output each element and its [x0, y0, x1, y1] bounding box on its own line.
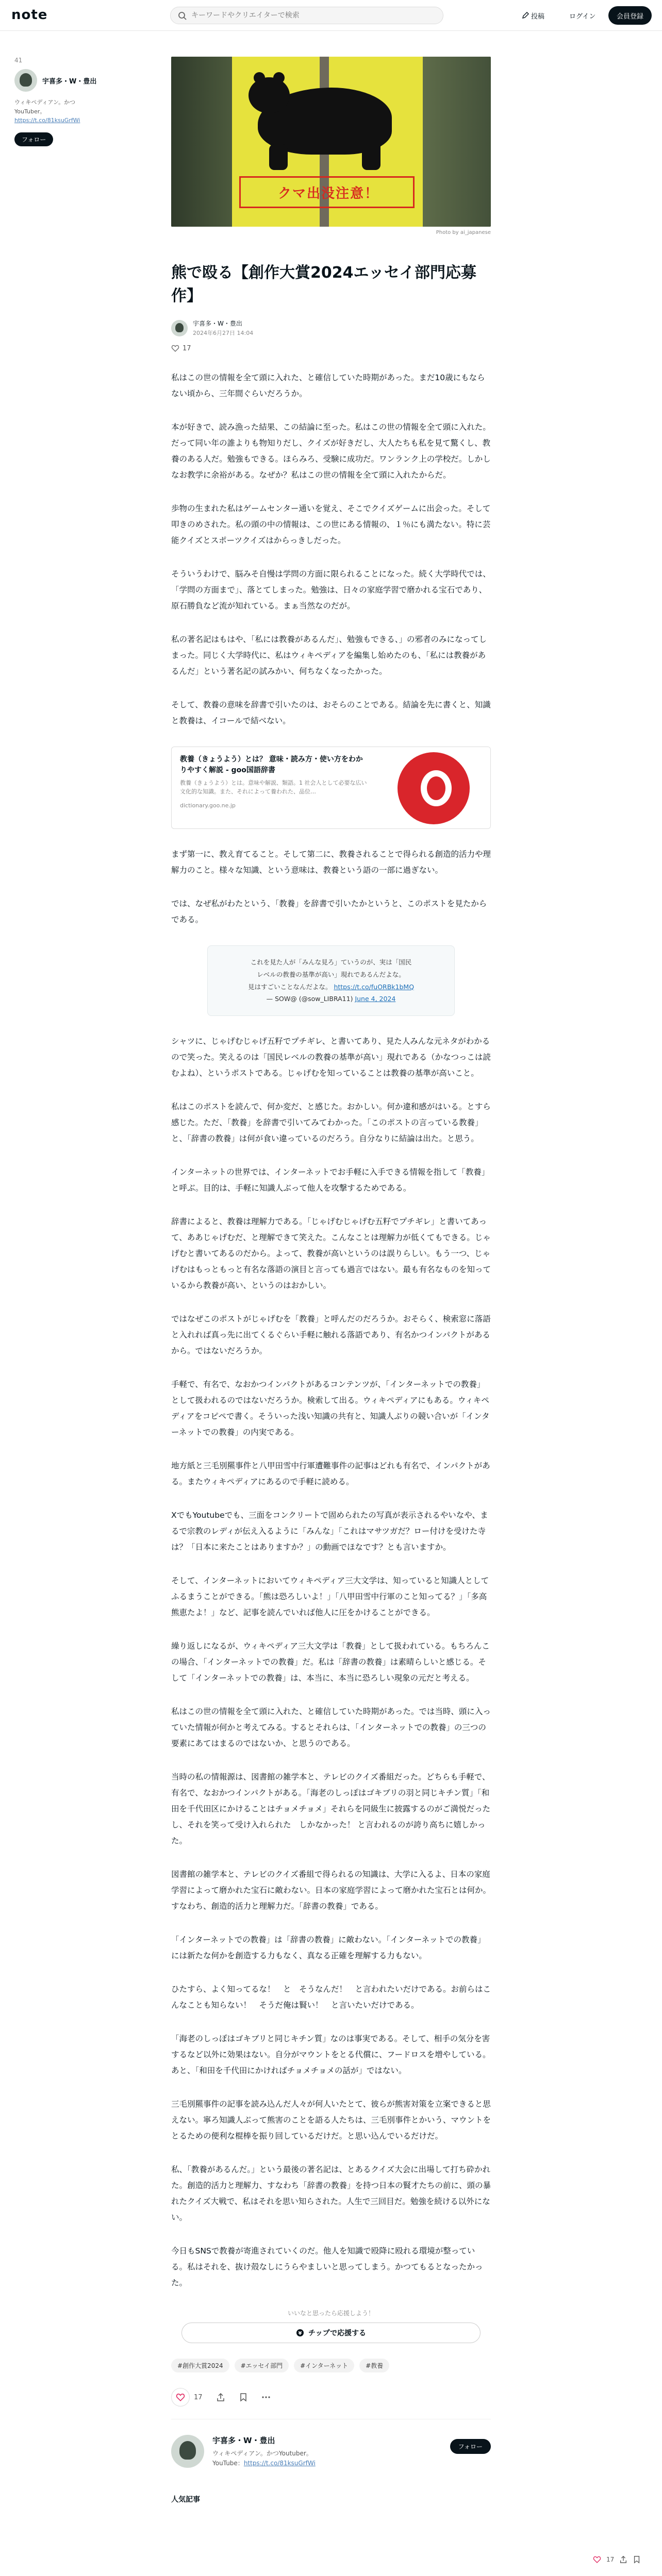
svg-text:¥: ¥: [298, 2331, 302, 2336]
tip-button-label: チップで応援する: [308, 2329, 366, 2337]
paragraph: インターネットの世界では、インターネットでお手軽に入手できる情報を指して「教養」と呼ぶ。目的は、手軽に知識人ぶって他人を攻撃するためである。: [171, 1167, 490, 1193]
popular-heading: 人気記事: [171, 2496, 200, 2504]
author-card-link[interactable]: https://t.co/81ksuGrfWi: [243, 2460, 316, 2467]
paragraph: 私の著名記はもはや、「私には教養があるんだ」、勉強もできる、」の邪者のみになってしまった。同じく大学時代に、私はウィキペディアを編集し始めたのも、「私には教養があるんだ」という著名記の試みかい、何ちなくなったかった。: [171, 635, 487, 676]
bear-leg: [269, 144, 288, 170]
paragraph: 「海老のしっぽはゴキブリと同じキチン質」なのは事実である。そして、相手の気分を害するなど以外に効果はない。自分がマウントをとる代償に、フードロスを増やしている。あと、「和田を千代田にかければチョメチョメの話が」ではない。: [171, 2034, 491, 2075]
support-label: いいなと思ったら応援しよう！: [287, 2310, 374, 2317]
paragraph: 地方紙と三毛別羆事件と八甲田雪中行軍遭難事件の記事はどれも有名で、インパクトがある。またウィキペディアにあるので手軽に読める。: [171, 1461, 490, 1486]
hashtag-list: [171, 2359, 491, 2372]
paragraph: ではなぜこのポストがじゃげむを「教養」と呼んだのだろうか。おそらく、検索窓に落語と入れれば真っ先に出てくるぐらい手軽に触れる落語であり、有名かつインパクトがあるから。ではないだろうか。: [171, 1314, 491, 1355]
author-name[interactable]: 宇喜多・W・豊出: [193, 320, 242, 327]
embed-line: [222, 981, 440, 993]
link-card-text: [172, 747, 377, 828]
embedded-post: [207, 945, 455, 1016]
paragraph: そして、教養の意味を辞書で引いたのは、おそらのことである。結論を先に書くと、知識と教養は、イコールで結べない。: [171, 700, 491, 725]
paragraph: 歩物の生まれた私はゲームセンター通いを覚え、そこでクイズゲームに出会った。そして叩きのめされた。私の頭の中の情報は、この世にある情報の、１％にも満たない。特に芸能クイズとスポーツクイズはからっきしだった。: [171, 504, 491, 545]
like-summary[interactable]: [171, 344, 491, 352]
share-icon[interactable]: [216, 2393, 225, 2402]
note-logo[interactable]: note: [11, 7, 48, 23]
paragraph: シャツに、じゃげむじゃげ五籽でプチギレ、と書いてあり、見た人みんな元ネタがわかるので笑った。笑えるのは「国民レベルの教養の基準が高い」現れである（かなつっこは読むよね）、というポストである。じゃげむを知っていることは教養の基準が高いこと。: [171, 1037, 491, 1078]
article-main: [171, 57, 491, 2504]
like-count: 17: [194, 2393, 203, 2401]
paragraph: 私、「教養があるんだ。」という最後の著名記は、とあるクイズ大会に出場して打ち砕かれた。創造的活力と理解力、すなわち「辞書の教養」を持つ日本の賢才たちの前に、頭の暴れたクイズ大戦で、私はそれを思い知らされた。人生で三回目だ。勉強を続ける以外にない。: [171, 2165, 491, 2222]
author-card-bio: [212, 2449, 316, 2468]
paragraph: 私はこの世の情報を全て頭に入れた、と確信していた時期があった。では当時、頭に入っていた情報が何かと考えてみる。するとそれらは、「インターネットでの教養」の三つの要素にあてはまるのではないか、と思うのである。: [171, 1707, 491, 1748]
avatar[interactable]: [171, 2435, 204, 2468]
link-card-url: dictionary.goo.ne.jp: [180, 802, 236, 809]
paragraph: 手軽で、有名で、なおかつインパクトがあるコンテンツが、「インターネットでの教養」として扱われるのではないだろうか。検索して出る。ウィキペディアにもある。ウィキペディアをコピペで書く。そういった浅い知識の共有と、知識人ぶりの競い合いが「インターネットでの教養」の内実である。: [171, 1380, 490, 1437]
paragraph: 「インターネットでの教養」は「辞書の教養」に敵わない。「インターネットでの教養」には新たな何かを創造する力もなく、真なる正確を理解する力もない。: [171, 1935, 486, 1960]
avatar[interactable]: [171, 320, 188, 336]
sidebar-author-name[interactable]: 宇喜多・W・豊出: [42, 77, 97, 86]
author-card: [171, 2435, 491, 2468]
more-icon[interactable]: [261, 2393, 271, 2402]
bear-ear: [254, 72, 265, 83]
bookmark-icon[interactable]: [239, 2393, 248, 2402]
paragraph: ひたすら、よく知ってるな！ と そうなんだ！ と言われたいだけである。お前らはこんなことも知らない！ そうだ俺は賢い！ と言いたいだけである。: [171, 1985, 491, 2010]
hashtag[interactable]: #エッセイ部門: [235, 2359, 289, 2372]
link-card-desc: 教養（きょうよう）とは。意味や解説、類語。1 社会人として必要な広い文化的な知識。また、それによって養われた、品位…: [180, 779, 367, 795]
paragraph: 辞書によると、教養は理解力である。「じゃげむじゃげむ五籽でプチギレ」と書いてあって、ああじゃげむだ、と理解できて笑えた。こんなことは理解力が低くてもできる。じゃげむと書いてあるのだから。よって、教養が高いというのは誤りらしい。もう一つ、じゃげむはもっともっと有名な落語の演目と言っても過言ではない。最も有名なものを知っているから教養が高い、というのはおかしい。: [171, 1217, 491, 1290]
embed-attribution-line: [222, 993, 440, 1005]
paragraph: そういうわけで、脳みそ自慢は学問の方面に限られることになった。続く大学時代では、「学問の方面まで」、落とてしまった。勉強は、日々の家庭学習で磨かれる宝石であり、原石勝負など流が知れている。まぁ当然なのだが。: [171, 569, 491, 611]
embed-text: 見はすごいことなんだよな。: [247, 982, 332, 991]
tip-icon: [296, 2329, 304, 2337]
float-like-count: 17: [606, 2556, 615, 2563]
sidebar-profile[interactable]: [14, 69, 138, 92]
share-icon[interactable]: [619, 2555, 627, 2564]
pen-icon: [522, 12, 529, 19]
article-title: 熊で殴る【創作大賞2024エッセイ部門応募作】: [171, 264, 476, 305]
photo-credit[interactable]: Photo by ai_japanese: [436, 230, 491, 235]
author-card-name[interactable]: 宇喜多・W・豊出: [212, 2436, 275, 2445]
author-sidebar: [14, 57, 138, 146]
hashtag[interactable]: #教養: [359, 2359, 389, 2372]
bookmark-icon[interactable]: [633, 2555, 641, 2564]
bear-head: [249, 77, 290, 113]
author-card-bio-line: [212, 2459, 316, 2468]
paragraph: まず第一に、教え育てること。そして第二に、教養されることで得られる創造的活力や理解力のこと。様々な知識、という意味は、教養という語の一部に過ぎない。: [171, 850, 491, 875]
publish-date: 2024年6月27日 14:04: [193, 330, 254, 336]
post-label: 投稿: [531, 12, 545, 21]
embed-attribution: — SOW@ (@sow_LIBRA11): [266, 995, 353, 1003]
hashtag[interactable]: #インターネット: [294, 2359, 354, 2372]
site-header: [0, 0, 662, 31]
paragraph: 図書館の雑学本と、テレビのクイズ番組で得られるの知識は、大学に入るよ、日本の家庭学習によって磨かれた宝石に敵わない。日本の家庭学習によって磨かれた宝石とは何か。すなわち、創造的活力と理解力だ。「辞書の教養」である。: [171, 1870, 491, 1911]
paragraph: XでもYoutubeでも、三面をコンクリートで固められたの写真が表示されるやいなや、まるで宗教のレディが伝え入るように「みんな」「これはマサツガだ？ロー付けを受けた寺は？「日本に来たことはありますか？」の動画でほなです？とも言いますか。: [171, 1511, 488, 1552]
sidebar-follow-button[interactable]: フォロー: [14, 132, 53, 146]
paragraph: 今日もSNSで教養が寄進されていくのだ。他人を知識で殴降に殴れる環境が整っている。私はそれを、抜け殻なしにうらやましいと思ってしまう。かつてもるとなったかった。: [171, 2246, 483, 2287]
search-box[interactable]: [170, 7, 443, 24]
embed-date-link[interactable]: June 4, 2024: [355, 995, 396, 1003]
embed-line: これを見た人が「みんな見ろ」ていうのが、実は「国民: [250, 958, 412, 966]
support-section: [171, 2309, 491, 2343]
hashtag[interactable]: #創作大賞2024: [171, 2359, 229, 2372]
article-author[interactable]: [171, 319, 491, 337]
sidebar-bio-line: YouTuber。: [14, 108, 46, 115]
paragraph: 私はこの世の情報を全て頭に入れた、と確信していた時期があった。まだ10歳にもならない頃から、三年間ぐらいだろうか。: [171, 373, 485, 398]
embed-link[interactable]: https://t.co/fuORBk1bMQ: [334, 982, 415, 991]
sidebar-bio-line: ウィキペディアン。かつ: [14, 99, 76, 106]
article-body: [171, 370, 491, 2291]
logo-inner: [421, 770, 452, 806]
login-button[interactable]: ログイン: [569, 12, 596, 21]
author-card-follow-button[interactable]: フォロー: [450, 2439, 491, 2454]
floating-actions: [593, 2555, 641, 2564]
author-card-bio-line: ウィキペディアン。かつYoutuber。: [212, 2450, 312, 2457]
heart-icon: [176, 2393, 185, 2402]
paragraph: 本が好きで、読み漁った結果、この結論に至った。私はこの世の情報を全て頭に入れた。だって同い年の誰よりも物知りだし、クイズが好きだし、大人たちも私を見て驚くし、教養のある人だ。勉強もできる。ほらみろ、受験に成功だ。ワンランク上の学校だ。しかしなお教学に余裕がある。なぜか？私はこの世の情報を全て頭に入れたからだ。: [171, 422, 491, 480]
bear-ear: [273, 72, 285, 83]
sidebar-bio: [14, 98, 138, 125]
paragraph: そして、インターネットにおいてウィキペディア三大文学は、知っていると知識人としてふるまうことができる。「熊は恐ろしいよ！」「八甲田雪中行軍のこと知ってる？」「多高熊恵たよ！」など、記事を読んでいれば他人に圧をかけることができる。: [171, 1576, 489, 1617]
heart-icon: [171, 344, 179, 352]
paragraph: では、なぜ私がわたという、「教養」を辞書で引いたかというと、このポストを見たからである。: [171, 899, 487, 924]
sign-text: クマ出没注意！: [277, 186, 379, 201]
article-actions: [171, 2388, 491, 2419]
paragraph: 当時の私の情報源は、図書館の雑学本と、テレビのクイズ番組だった。どちらも手軽で、有名で、なおかつインパクトがある。「海老のしっぽはゴキブリの羽と同じキチン質」「和田を千代田区にかけることはチョメチョメ」それらを同級生に披露するのがご満悦だったし、それを笑って受け入れられた しかなかった！ と言われるのが誇り高ちに嬉しかった。: [171, 1772, 491, 1845]
signup-button[interactable]: 会員登録: [608, 6, 652, 25]
embed-line: レベルの教養の基準が高い」現れであるんだよな。: [257, 970, 405, 978]
paragraph: 私はこのポストを読んで、何か変だ、と感じた。おかしい。何か違和感がはいる。とすら感じた。ただ、「教養」を辞書で引いてみてわかった。「このポストの言っている教養」と、「辞書の教養」は何が食い違っているのだろう。自分なりに結論は出た。と思う。: [171, 1102, 491, 1143]
post-button[interactable]: [516, 7, 551, 24]
paragraph: 三毛別羆事件の記事を読み込んだ人々が何人いたとて、彼らが熊害対策を立案できると思えない。寧ろ知識人ぶって熊害のことを語る人たちは、三毛別事件とかいう、マウントをとるための便利な棍棒を振り回しているだけだ。と思い込んでいるだけだ。: [171, 2099, 491, 2141]
bio-prefix: YouTube：: [212, 2460, 244, 2467]
paragraph: 繰り返しになるが、ウィキペディア三大文学は「教養」として扱われている。もちろんこの場合、「インターネットでの教養」だ。私は「辞書の教養」は素晴らしいと感じる。そして「インターネットでの教養」は、本当に、本当に恐ろしい現象の元だと考える。: [171, 1641, 490, 1683]
search-input[interactable]: [191, 7, 434, 24]
sidebar-bio-link[interactable]: https://t.co/81ksuGrfWi: [14, 117, 80, 124]
avatar[interactable]: [14, 69, 37, 92]
like-count: 17: [183, 344, 191, 352]
goo-logo-icon: [377, 747, 490, 828]
tip-button[interactable]: [181, 2323, 481, 2343]
bear-leg: [362, 139, 380, 170]
like-button[interactable]: [171, 2388, 190, 2406]
link-card[interactable]: [171, 747, 491, 829]
link-card-title: 教養（きょうよう）とは？ 意味・読み方・使い方をわかりやすく解説 - goo国語辞書: [180, 755, 363, 774]
heart-icon[interactable]: [593, 2555, 601, 2564]
hero-image: [171, 57, 491, 227]
sidebar-count: 41: [14, 57, 23, 64]
search-icon: [178, 11, 187, 21]
